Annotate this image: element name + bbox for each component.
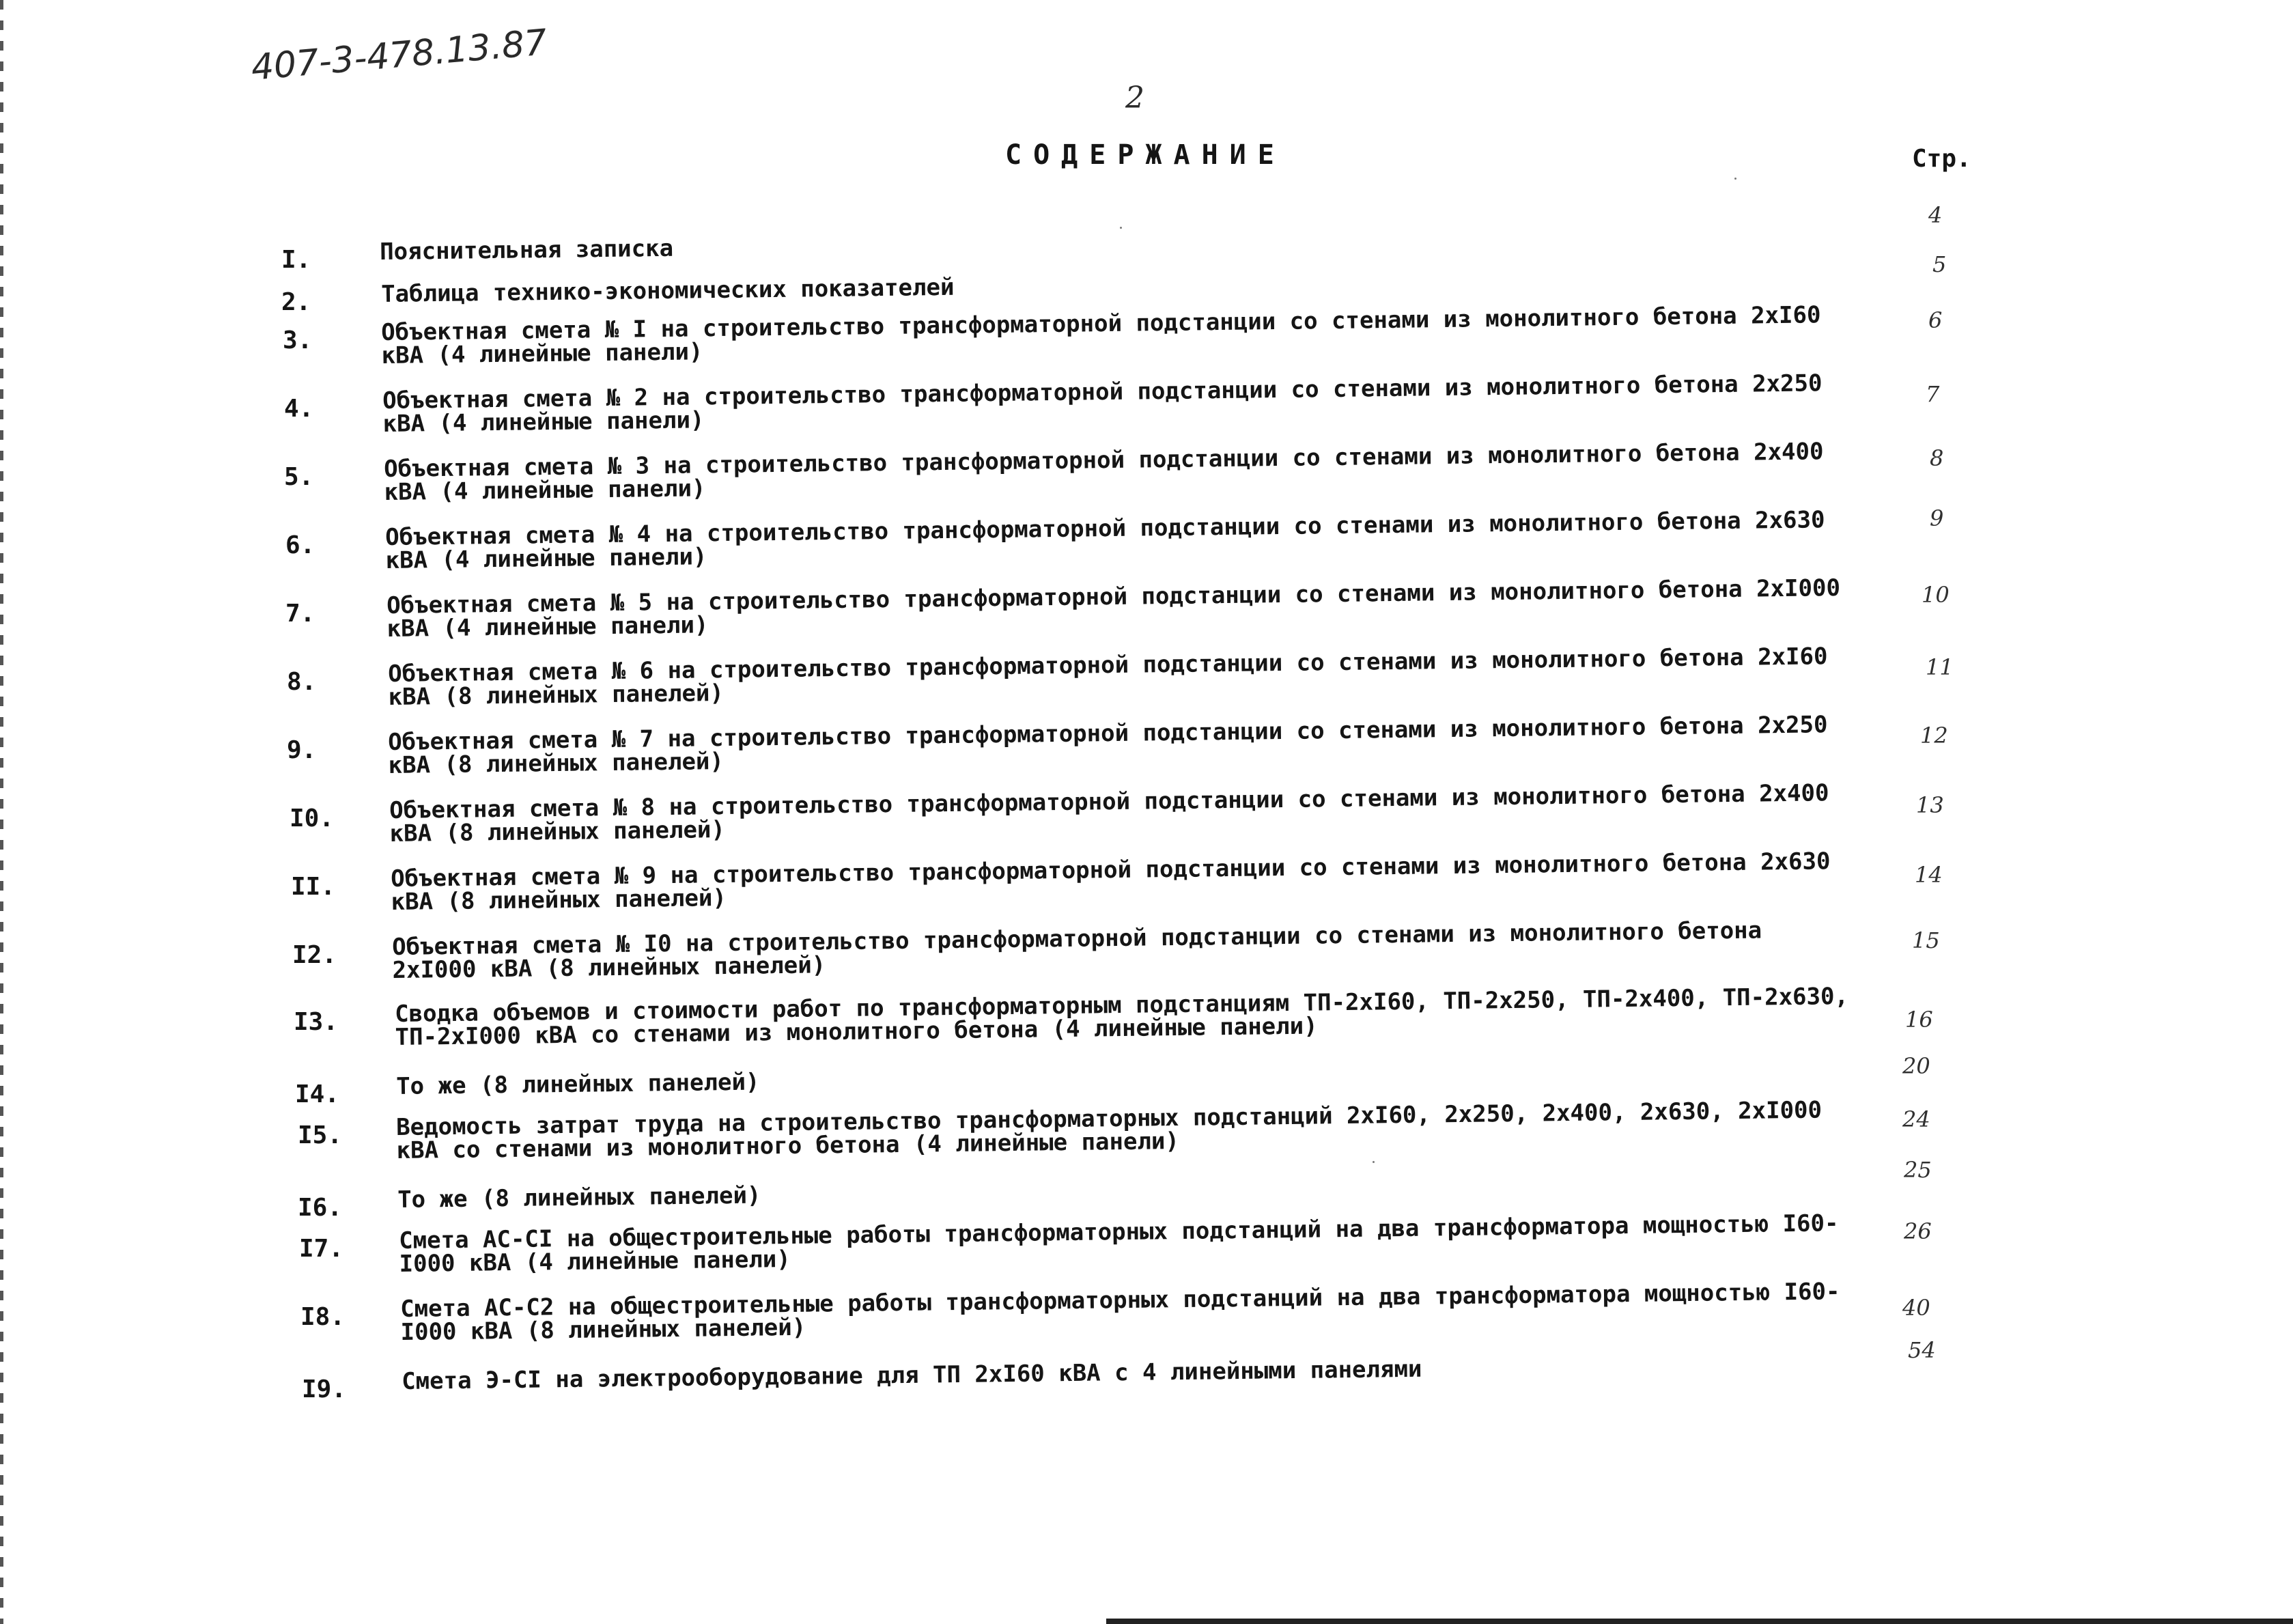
document-code-handwritten: 407-3-478.13.87 <box>249 22 549 89</box>
toc-entry-number: 8. <box>287 668 317 696</box>
toc-entry-text: Объектная смета № 7 на строительство трансформаторной подстанции со стенами из монолитного бетона 2х250 кВА (8 линейных панелей) <box>387 711 1828 779</box>
toc-entry-text: Ведомость затрат труда на строительство трансформаторных подстанций 2хI60, 2х250, 2х400, 2х630, 2хI000 кВА со стенами из монолитного бетона (4 линейные панели) <box>395 1096 1823 1164</box>
toc-entry-text: Сводка объемов и стоимости работ по трансформаторным подстанциям ТП-2хI60, ТП-2х250, ТП-2х400, ТП-2х630, ТП-2хI000 кВА со стенами из монолитного бетона (4 линейные панели) <box>394 982 1849 1051</box>
toc-entry-number: 6. <box>285 531 315 559</box>
scan-edge-mark <box>0 0 3 1624</box>
toc-entry-number: 2. <box>281 288 311 316</box>
page-title: СОДЕРЖАНИЕ <box>1005 139 1286 171</box>
toc-entry-text: Смета АС-СI на общестроительные работы трансформаторных подстанций на два трансформатора мощностью I60-I000 кВА (4 линейные панели) <box>398 1209 1839 1278</box>
page-reference: 15 <box>1912 927 1940 953</box>
page-reference: 10 <box>1922 582 1950 608</box>
page-reference: 12 <box>1920 723 1948 748</box>
toc-entry-text: Объектная смета № I на строительство трансформаторной подстанции со стенами из монолитного бетона 2хI60 кВА (4 линейные панели) <box>380 301 1821 369</box>
page-number: 2 <box>1125 81 1144 115</box>
page-column-header: Стр. <box>1912 145 1971 173</box>
page-reference: 7 <box>1926 381 1940 407</box>
page-reference: 8 <box>1930 445 1944 471</box>
toc-entry-number: I8. <box>300 1303 346 1331</box>
toc-entry-text: Объектная смета № 3 на строительство трансформаторной подстанции со стенами из монолитного бетона 2х400 кВА (4 линейные панели) <box>383 438 1824 506</box>
page-reference: 16 <box>1905 1007 1933 1033</box>
page-reference: 25 <box>1904 1157 1932 1183</box>
toc-entry-number: I9. <box>302 1375 347 1403</box>
page-reference: 20 <box>1902 1053 1930 1079</box>
toc-entry-number: I5. <box>298 1121 343 1149</box>
toc-entry-text: Объектная смета № I0 на строительство трансформаторной подстанции со стенами из монолитного бетона 2хI000 кВА (8 линейных панелей) <box>391 916 1762 984</box>
toc-entry-text: Пояснительная записка <box>379 234 674 266</box>
toc-entry-number: I0. <box>290 804 335 832</box>
page-reference: 6 <box>1928 307 1943 333</box>
toc-entry-text: То же (8 линейных панелей) <box>395 1068 760 1100</box>
page-reference: 40 <box>1902 1295 1930 1321</box>
toc-entry-number: I2. <box>292 941 337 969</box>
toc-entry-number: 5. <box>284 463 314 491</box>
page-reference: 14 <box>1915 862 1943 888</box>
page-reference: 24 <box>1902 1106 1930 1132</box>
toc-entry-text: Таблица технико-экономических показателей <box>380 273 955 308</box>
scan-speck <box>1373 1161 1375 1163</box>
toc-entry-number: 3. <box>283 326 313 354</box>
toc-entry-text: Объектная смета № 5 на строительство трансформаторной подстанции со стенами из монолитного бетона 2хI000 кВА (4 линейные панели) <box>386 574 1841 643</box>
page-reference: 4 <box>1928 202 1943 228</box>
page-reference: 54 <box>1908 1337 1936 1363</box>
toc-entry-text: Смета АС-С2 на общестроительные работы трансформаторных подстанций на два трансформатора мощностью I60-I000 кВА (8 линейных панелей) <box>399 1278 1840 1346</box>
toc-entry-number: I6. <box>298 1194 343 1222</box>
page-reference: 26 <box>1904 1218 1932 1244</box>
toc-entry-number: I. <box>281 246 311 274</box>
toc-entry-text: Объектная смета № 4 на строительство трансформаторной подстанции со стенами из монолитного бетона 2х630 кВА (4 линейные панели) <box>384 506 1825 574</box>
toc-entry-text: Объектная смета № 2 на строительство трансформаторной подстанции со стенами из монолитного бетона 2х250 кВА (4 линейные панели) <box>382 369 1823 438</box>
scan-bottom-mark <box>1106 1619 2293 1624</box>
toc-entry-text: Объектная смета № 6 на строительство трансформаторной подстанции со стенами из монолитного бетона 2хI60 кВА (8 линейных панелей) <box>387 643 1828 711</box>
page-reference: 13 <box>1916 792 1944 818</box>
toc-entry-number: 4. <box>284 395 314 423</box>
toc-entry-number: I3. <box>294 1008 339 1036</box>
toc-entry-text: Объектная смета № 8 на строительство трансформаторной подстанции со стенами из монолитного бетона 2х400 кВА (8 линейных панелей) <box>389 779 1829 848</box>
toc-entry-text: Смета Э-СI на электрооборудование для ТП 2хI60 кВА с 4 линейными панелями <box>401 1355 1422 1395</box>
toc-entry-number: II. <box>291 873 336 901</box>
page-reference: 5 <box>1932 251 1947 277</box>
toc-entry-number: I7. <box>299 1235 344 1263</box>
scan-speck <box>1734 178 1736 180</box>
toc-entry-text: Объектная смета № 9 на строительство трансформаторной подстанции со стенами из монолитного бетона 2х630 кВА (8 линейных панелей) <box>390 848 1831 916</box>
toc-entry-number: I4. <box>295 1080 340 1108</box>
page-reference: 9 <box>1930 505 1944 531</box>
toc-entry-number: 9. <box>287 736 317 764</box>
scan-speck <box>1120 227 1122 229</box>
page-reference: 11 <box>1926 654 1954 680</box>
toc-entry-number: 7. <box>285 600 315 628</box>
toc-entry-text: То же (8 линейных панелей) <box>397 1181 761 1214</box>
